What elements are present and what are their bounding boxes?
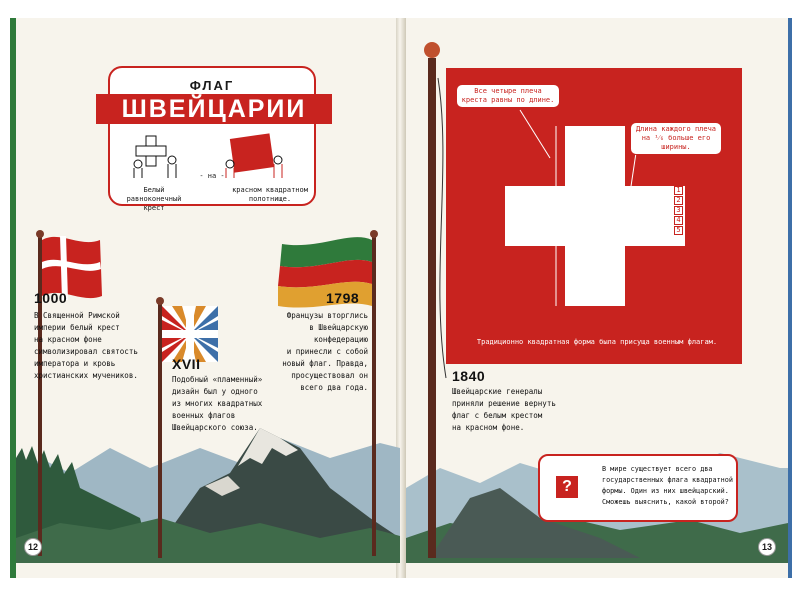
flag-flamed: [162, 306, 218, 362]
pole-finial-1000: [36, 230, 44, 238]
year-1000: 1000: [34, 290, 68, 306]
pole-finial-xvii: [156, 297, 164, 305]
quiz-box: [538, 454, 738, 522]
year-xvii: XVII: [172, 356, 201, 372]
caption-red-square: красном квадратном полотнище.: [232, 186, 308, 203]
year-1798: 1798: [326, 290, 360, 306]
quiz-text: [602, 464, 736, 508]
text-line: Французы вторглись: [286, 311, 368, 320]
text-line: новый флаг. Правда,: [282, 359, 368, 368]
flagpole-1798: [372, 236, 376, 556]
text-line: Подобный «пламенный»: [172, 375, 263, 384]
text-line: империи белый крест: [34, 323, 120, 332]
grid-cell: 1: [674, 186, 683, 195]
title-box: [108, 66, 316, 212]
grid-cell: 5: [674, 226, 683, 235]
text-line: христианских мучеников.: [34, 371, 138, 380]
flagpole-1000: [38, 236, 42, 556]
grid-cell: 1: [663, 186, 672, 195]
text-line: символизировал святость: [34, 347, 138, 356]
text-1840: [452, 386, 612, 434]
text-line: просуществовал он: [291, 371, 368, 380]
text-line: приняли решение вернуть: [452, 399, 556, 408]
pole-finial-1798: [370, 230, 378, 238]
grid-cell: 3: [645, 186, 654, 195]
page-title: ШВЕЙЦАРИИ: [96, 94, 332, 124]
page-number-left: 12: [24, 538, 42, 556]
flagpole-1840: [428, 58, 436, 558]
text-line: и принесли с собой: [286, 347, 368, 356]
text-line: Швейцарского союза.: [172, 423, 258, 432]
title-small: ФЛАГ: [189, 78, 235, 93]
text-line: Швейцарские генералы: [452, 387, 543, 396]
text-1000: [34, 310, 164, 382]
pole-finial-1840: [424, 42, 440, 58]
flag-caption: Традиционно квадратная форма была присуща военным флагам.: [476, 338, 718, 346]
grid-cell: 2: [654, 186, 663, 195]
year-1840: 1840: [452, 368, 486, 384]
text-line: в Швейцарскую: [309, 323, 368, 332]
text-line: флаг с белым крестом: [452, 411, 543, 420]
halyard-rope: [438, 78, 446, 378]
grid-cell: 4: [636, 186, 645, 195]
text-line: на красном фоне: [34, 335, 102, 344]
caption-on: - на -: [199, 172, 225, 180]
note-arms-equal: Все четыре плеча креста равны по длине.: [456, 84, 560, 108]
text-1798: [266, 310, 368, 394]
note-arm-length: Длина каждого плеча на ¹⁄₆ больше его ширины.: [630, 122, 722, 155]
question-mark-icon: ?: [556, 476, 578, 498]
grid-cell: 3: [674, 206, 683, 215]
page-number-right: 13: [758, 538, 776, 556]
text-line: императора и кровь: [34, 359, 116, 368]
grid-cell: 4: [674, 216, 683, 225]
text-line: военных флагов: [172, 411, 236, 420]
grid-cell: 2: [674, 196, 683, 205]
text-line: дизайн был у одного: [172, 387, 258, 396]
text-line: из многих квадратных: [172, 399, 263, 408]
text-line: всего два года.: [300, 383, 368, 392]
text-line: конфедерацию: [313, 335, 368, 344]
text-line: на красном фоне.: [452, 423, 525, 432]
text-line: В Священной Римской: [34, 311, 120, 320]
text-line: Сможешь выяснить, какой второй?: [602, 498, 729, 506]
text-line: В мире существует всего два: [602, 465, 713, 473]
text-line: формы. Один из них швейцарский.: [602, 487, 729, 495]
text-line: государственных флага квадратной: [602, 476, 733, 484]
book-spread: [0, 18, 800, 578]
grid-cell: 6: [618, 186, 627, 195]
caption-cross: Белый равноконечный крест: [126, 186, 182, 212]
grid-cell: 5: [627, 186, 636, 195]
